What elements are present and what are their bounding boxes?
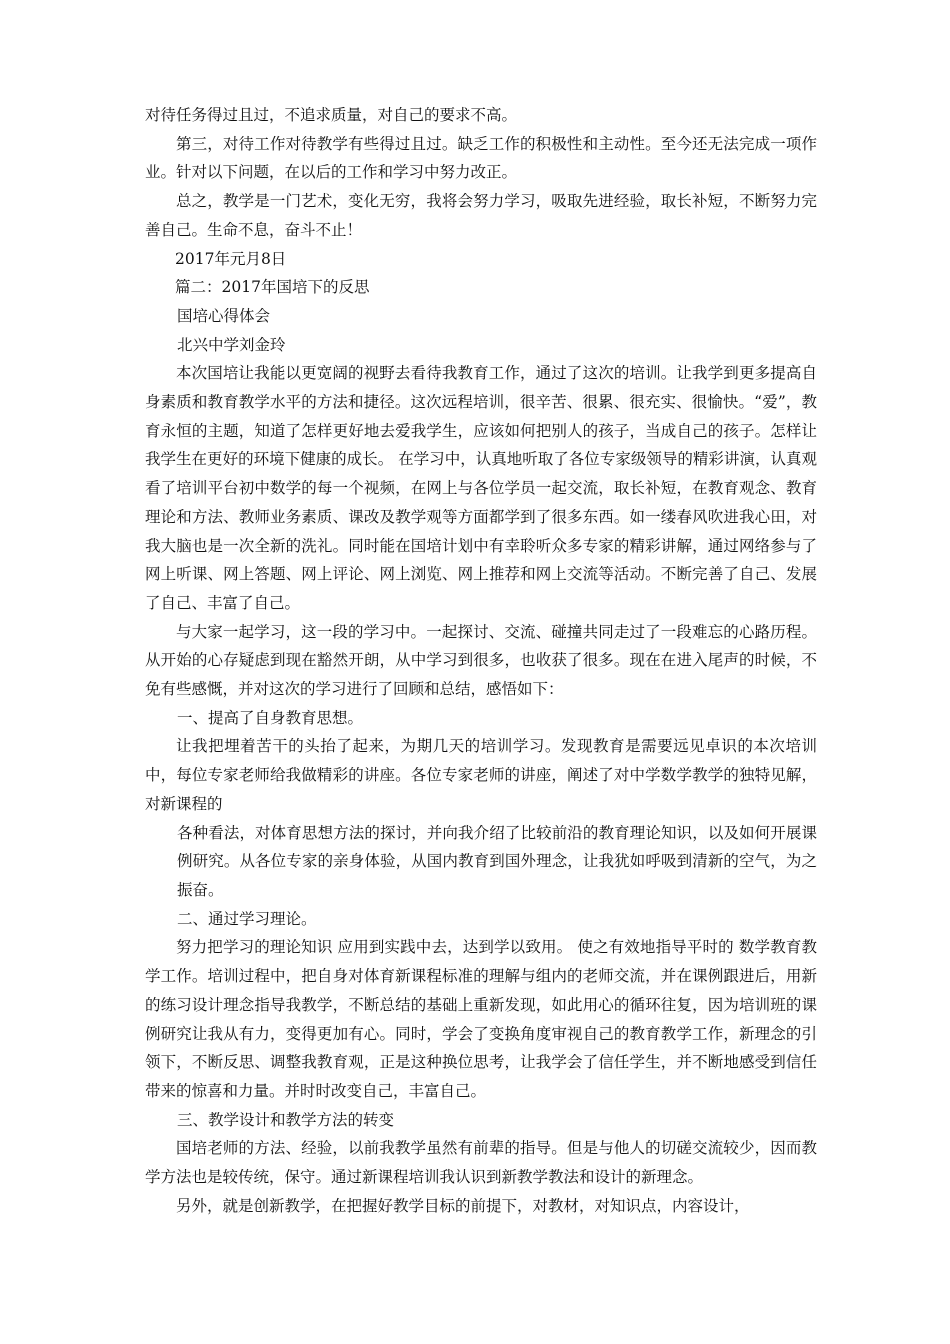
paragraph-third-point: 第三，对待工作对待教学有些得过且过。缺乏工作的积极性和主动性。至今还无法完成一项作业。针对以下问题，在以后的工作和学习中努力改正。 — [145, 134, 817, 182]
paragraph-intro: 本次国培让我能以更宽阔的视野去看待我教育工作，通过了这次的培训。让我学到更多提高自身素质和教育教学水平的方法和捷径。这次远程培训，很辛苦、很累、很充实、很愉快。“爱”，教育永恒的主题，知道了怎样更好地去爱我学生，应该如何把别人的孩子，当成自己的孩子。怎样让我学生在更好的环境下健康的成长。 在学习中，认真地听取了各位专家级领导的精彩讲演，认真观看了培训平台初中数学的每一个视频，在网上与各位学员一起交流，取长补短，在教育观念、教育理论和方法、教师业务素质、课改及教学观等方面都学到了很多东西。如一缕春风吹进我心田，对我大脑也是一次全新的洗礼。同时能在国培计划中有幸聆听众多专家的精彩讲解，通过网络参与了网上听课、网上答题、网上评论、网上浏览、网上推荐和网上交流等活动。不断完善了自己、发展了自己、丰富了自己。 — [145, 364, 817, 612]
paragraph-point-three: 国培老师的方法、经验，以前我教学虽然有前辈的指导。但是与他人的切磋交流较少，因而教学方法也是较传统，保守。通过新课程培训我认识到新教学教法和设计的新理念。 — [145, 1139, 817, 1187]
paragraph-innovation: 另外，就是创新教学，在把握好教学目标的前提下，对教材，对知识点，内容设计， — [176, 1196, 750, 1215]
section-heading-part-two: 篇二：2017年国培下的反思 — [175, 278, 370, 297]
date-line: 2017年元月8日 — [175, 249, 287, 268]
paragraph-point-two: 努力把学习的理论知识 应用到实践中去，达到学以致用。 使之有效地指导平时的 数学教育教学工作。培训过程中，把自身对体育新课程标准的理解与组内的老师交流，并在课例跟进后，用新的练习设计理念指导我教学，不断总结的基础上重新发现，如此用心的循环往复，因为培训班的课例研究让我从有力，变得更加有心。同时，学会了变换角度审视自己的教育教学工作，新理念的引领下，不断反思、调整我教育观，正是这种换位思考，让我学会了信任学生，并不断地感受到信任带来的惊喜和力量。并时时改变自己，丰富自己。 — [145, 938, 817, 1100]
heading-point-three: 三、教学设计和教学方法的转变 — [177, 1110, 395, 1129]
paragraph-learning-together: 与大家一起学习，这一段的学习中。一起探讨、交流、碰撞共同走过了一段难忘的心路历程。从开始的心存疑虑到现在豁然开朗，从中学习到很多，也收获了很多。现在在进入尾声的时候，不免有些感慨，并对这次的学习进行了回顾和总结，感悟如下： — [145, 622, 817, 699]
paragraph-point-one: 让我把埋着苦干的头抬了起来，为期几天的培训学习。发现教育是需要远见卓识的本次培训中，每位专家老师给我做精彩的讲座。各位专家老师的讲座，阐述了对中学数学教学的独特见解，对新课程的 — [145, 737, 817, 813]
heading-point-one: 一、提高了自身教育思想。 — [177, 708, 364, 727]
document-body — [145, 101, 817, 1220]
article-title: 国培心得体会 — [177, 306, 271, 325]
paragraph-continuation: 对待任务得过且过，不追求质量，对自己的要求不高。 — [145, 106, 518, 124]
heading-point-two: 二、通过学习理论。 — [177, 909, 317, 928]
paragraph-point-one-continued: 各种看法，对体育思想方法的探讨，并向我介绍了比较前沿的教育理论知识，以及如何开展课例研究。从各位专家的亲身体验，从国内教育到国外理念，让我犹如呼吸到清新的空气，为之振奋。 — [177, 823, 817, 899]
author-line: 北兴中学刘金玲 — [177, 335, 286, 354]
paragraph-conclusion: 总之，教学是一门艺术，变化无穷，我将会努力学习，吸取先进经验，取长补短，不断努力完善自己。生命不息，奋斗不止！ — [145, 192, 817, 239]
